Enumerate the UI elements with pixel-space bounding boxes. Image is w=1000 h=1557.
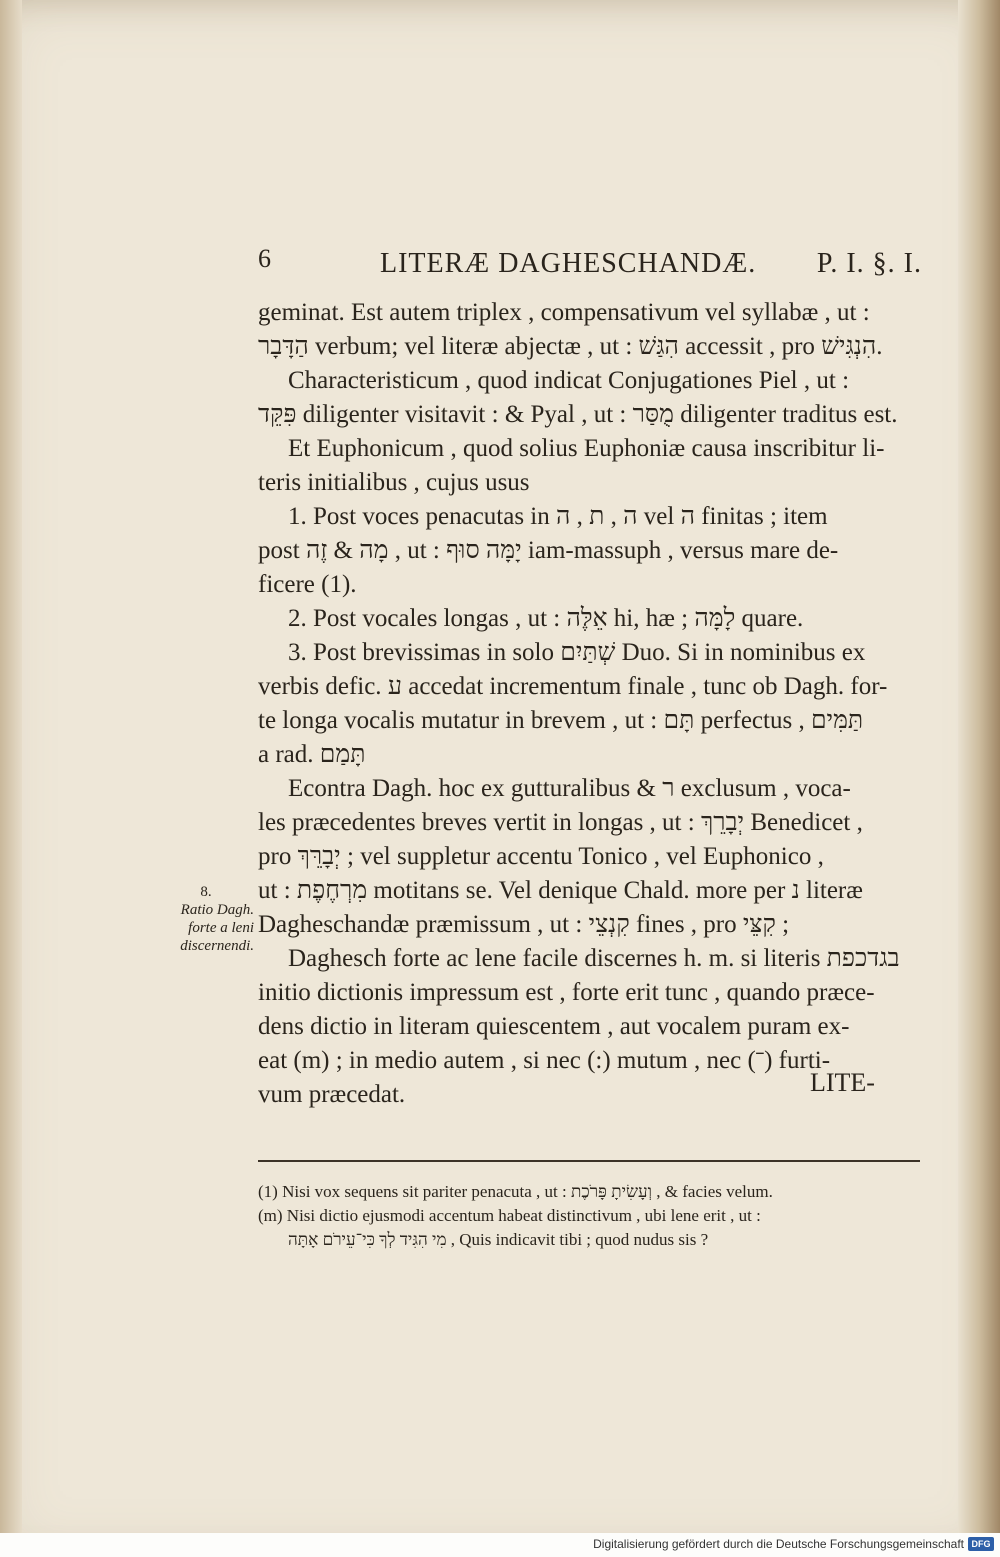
text-line: te longa vocalis mutatur in brevem , ut : תָּם perfectus , תַּמִּים: [258, 707, 864, 734]
text-line: Dagheschandæ præmissum , ut : קִנְצֵי fines , pro קִצֵּי ;: [258, 911, 790, 938]
text-line: eat (m) ; in medio autem , si nec (:) mutum , nec (ˉ) furti-: [258, 1047, 831, 1074]
text-line: Econtra Dagh. hoc ex gutturalibus & ר exclusum , voca-: [288, 775, 851, 802]
text-line: post מָה & זֶה , ut : יָמָּה סוּף iam-massuph , versus mare de-: [258, 537, 839, 564]
footnote: מִי הִגִּיד לְךָ כִּי־עֵירֹם אָתָּה , Quis indicavit tibi ; quod nudus sis ?: [288, 1230, 709, 1249]
margin-note-line: forte a leni: [188, 920, 254, 936]
text-line: verbis defic. ע accedat incrementum finale , tunc ob Dagh. for-: [258, 673, 888, 700]
text-line: פִּקֵּד diligenter visitavit : & Pyal , ut : מֻסַּר diligenter traditus est.: [258, 401, 898, 428]
text-line: 2. Post vocales longas , ut : אֵלֶּה hi, hæ ; לָמָּה quare.: [288, 605, 804, 632]
footer-credit: Digitalisierung gefördert durch die Deutsche Forschungsgemeinschaft: [593, 1537, 964, 1551]
text-line: a rad. תָּמַם: [258, 741, 366, 768]
digitization-footer: [0, 1533, 1000, 1557]
section-marker: P. I. §. I.: [816, 248, 922, 279]
text-line: dens dictio in literam quiescentem , aut vocalem puram ex-: [258, 1013, 850, 1040]
margin-note-number: 8.: [200, 884, 212, 900]
text-line: Et Euphonicum , quod solius Euphoniæ causa inscribitur li-: [288, 435, 885, 462]
text-line: teris initialibus , cujus usus: [258, 469, 530, 496]
footnote: (1) Nisi vox sequens sit pariter penacuta , ut : וְעָשִׂיתָ פָּרֹכֶת , & facies velum.: [258, 1182, 773, 1201]
running-header: [258, 244, 922, 284]
book-spine-shadow: [0, 0, 22, 1557]
text-line: 3. Post brevissimas in solo שְׁתַּיִם Duo. Si in nominibus ex: [288, 639, 866, 666]
text-line: pro יְבָרֵּךְ ; vel suppletur accentu Tonico , vel Euphonico ,: [258, 843, 824, 870]
text-line: geminat. Est autem triplex , compensativum vel syllabæ , ut :: [258, 299, 870, 326]
dfg-logo: DFG: [968, 1537, 994, 1551]
text-line: ut : מִרְחֶפֶת motitans se. Vel denique Chald. more per נ literæ: [258, 877, 863, 904]
text-line: 1. Post voces penacutas in ה , ת , ה vel ה finitas ; item: [288, 503, 828, 530]
text-line: les præcedentes breves vertit in longas , ut : יְבָרֵךְ Benedicet ,: [258, 809, 863, 836]
running-title: LITERÆ DAGHESCHANDÆ.: [380, 248, 757, 279]
page-edge: [958, 0, 1000, 1557]
margin-note: [158, 883, 254, 955]
text-line: הַדָּבָר verbum; vel literæ abjectæ , ut : הִגַּשׁ accessit , pro הִנְגִּישׁ.: [258, 333, 883, 360]
text-line: vum præcedat.: [258, 1081, 406, 1108]
text-line: Characteristicum , quod indicat Conjugationes Piel , ut :: [288, 367, 850, 394]
footnotes: [258, 1180, 922, 1252]
catchword: LITE-: [810, 1068, 875, 1097]
text-line: initio dictionis impressum est , forte erit tunc , quando præce-: [258, 979, 875, 1006]
footnote: (m) Nisi dictio ejusmodi accentum habeat distinctivum , ubi lene erit , ut :: [258, 1206, 761, 1225]
main-text: [258, 296, 922, 1112]
footnote-rule: [258, 1160, 920, 1162]
margin-note-line: Ratio Dagh.: [180, 902, 254, 918]
page-number: 6: [258, 244, 271, 273]
text-line: Daghesch forte ac lene facile discernes h. m. si literis בגדכפת: [288, 945, 900, 972]
margin-note-line: discernendi.: [180, 938, 254, 954]
text-line: ficere (1).: [258, 571, 357, 598]
